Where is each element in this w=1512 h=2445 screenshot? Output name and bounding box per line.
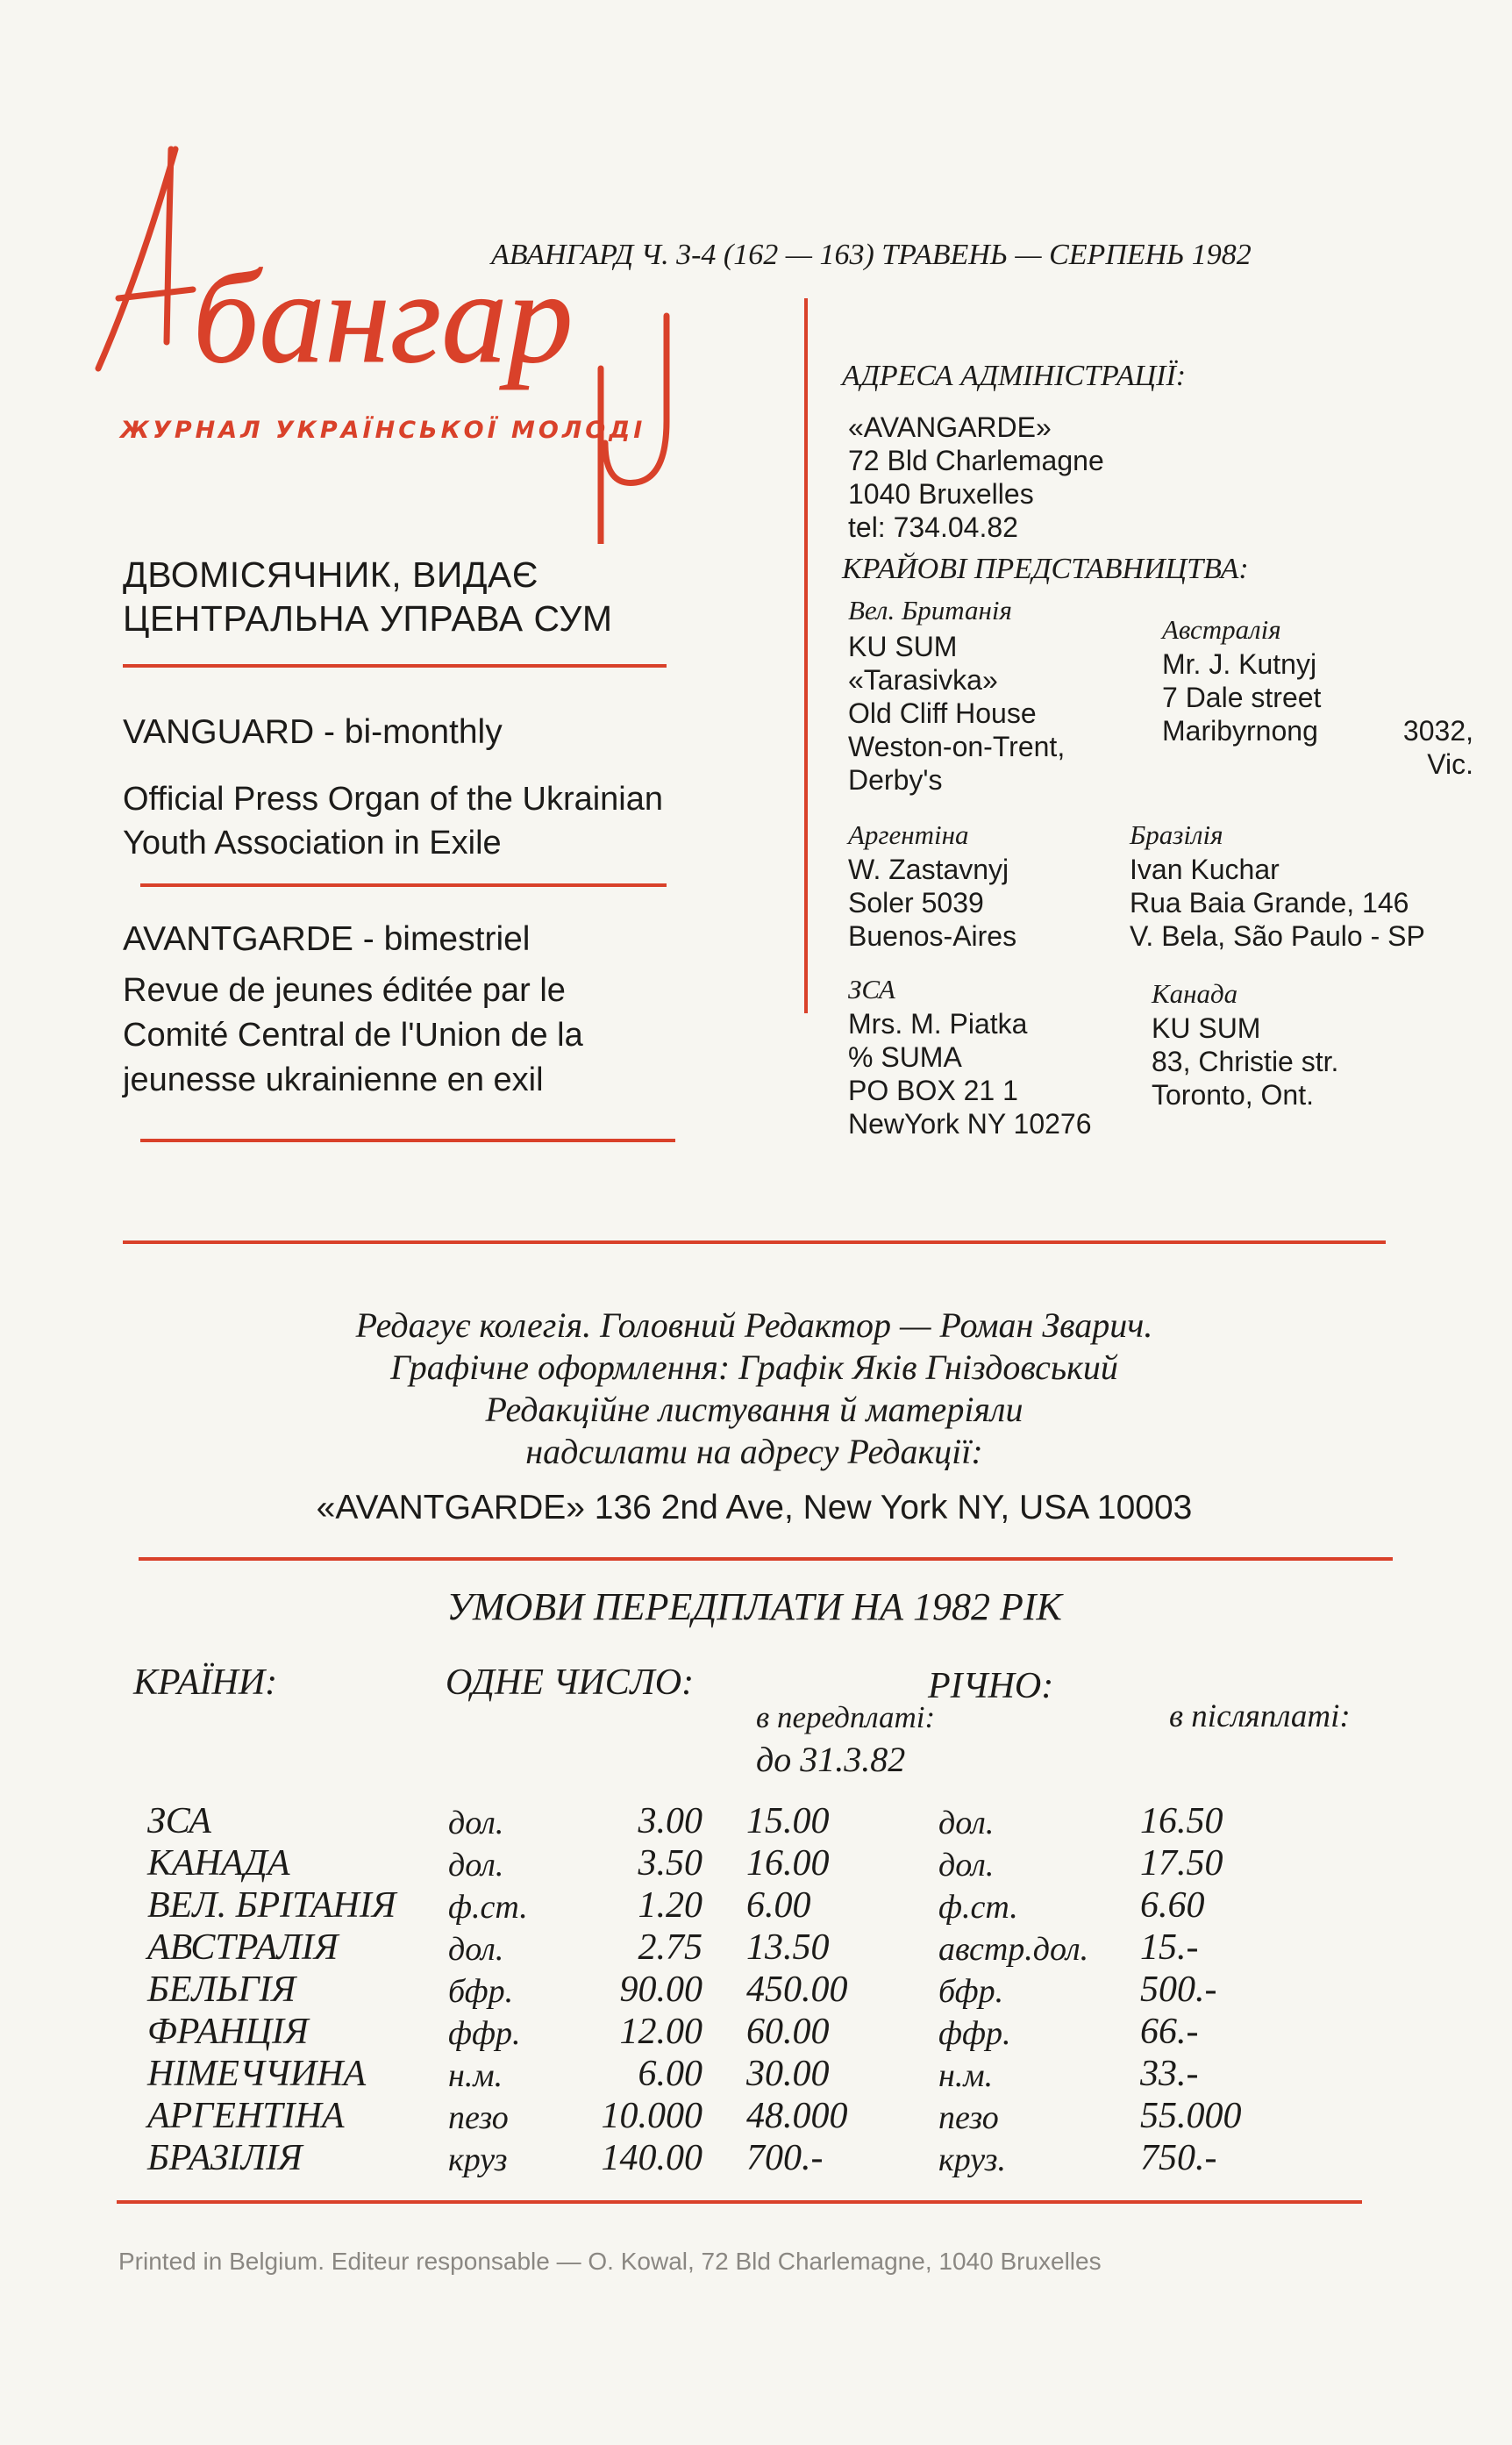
table-row xyxy=(147,1927,1316,1969)
footer-imprint: Printed in Belgium. Editeur responsable — O. Kowal, 72 Bld Charlemagne, 1040 Bruxelles xyxy=(118,2248,1102,2275)
row-unit: дол. xyxy=(448,1805,504,1841)
col-header-single: ОДНЕ ЧИСЛО: xyxy=(446,1662,695,1703)
row-unit: бфр. xyxy=(448,1973,514,2010)
rep-ar-country: Аргентіна xyxy=(848,819,969,850)
row-post: 15.- xyxy=(1140,1927,1199,1968)
subscription-title: УМОВИ ПЕРЕДПЛАТИ НА 1982 РІК xyxy=(446,1585,1062,1628)
row-single: 1.20 xyxy=(638,1885,703,1926)
row-country: БЕЛЬГІЯ xyxy=(147,1970,296,2010)
rep-br-line-2: Rua Baia Grande, 146 xyxy=(1130,887,1409,919)
row-unit: н.м. xyxy=(448,2057,503,2094)
row-country: АВСТРАЛІЯ xyxy=(147,1927,339,1968)
rep-br-line-1: Ivan Kuchar xyxy=(1130,854,1280,885)
rep-au-line-2: 7 Dale street xyxy=(1162,682,1322,713)
row-single: 2.75 xyxy=(638,1927,703,1968)
table-row xyxy=(147,2095,1316,2137)
left-column xyxy=(123,553,684,640)
rep-great-britain xyxy=(848,595,1065,797)
col-header-prepay-date: до 31.3.82 xyxy=(756,1740,906,1779)
row-unit: пезо xyxy=(448,2099,509,2136)
row-unit-post: бфр. xyxy=(938,1973,1004,2010)
rep-br-country: Бразілія xyxy=(1130,819,1223,850)
editorial-line-3: Редакційне листування й матеріяли xyxy=(485,1390,1023,1429)
row-annual: 16.00 xyxy=(746,1843,830,1884)
row-annual: 48.000 xyxy=(746,2096,848,2136)
row-country: КАНАДА xyxy=(147,1843,290,1884)
rep-ca-line-3: Toronto, Ont. xyxy=(1152,1079,1314,1111)
row-post: 750.- xyxy=(1140,2138,1217,2178)
row-country: ФРАНЦІЯ xyxy=(147,2012,309,2052)
row-unit-post: круз. xyxy=(938,2141,1006,2178)
row-single: 12.00 xyxy=(619,2012,703,2052)
fr-title: AVANTGARDE - bimestriel xyxy=(123,920,531,958)
rep-gb-line-5: Derby's xyxy=(848,764,943,796)
admin-address xyxy=(848,411,1104,544)
row-post: 33.- xyxy=(1140,2054,1199,2094)
admin-line-2: 72 Bld Charlemagne xyxy=(848,445,1104,476)
admin-heading: АДРЕСА АДМІНІСТРАЦІЇ: xyxy=(842,360,1187,392)
row-annual: 6.00 xyxy=(746,1885,811,1926)
divider-left-2 xyxy=(140,883,667,887)
col-header-annual: РІЧНО: xyxy=(928,1666,1054,1706)
row-single: 3.00 xyxy=(638,1801,703,1841)
editorial-line-1: Редагує колегія. Головний Редактор — Роман Зварич. xyxy=(355,1305,1153,1345)
divider-full-2 xyxy=(139,1557,1393,1561)
rep-au-state: Vic. xyxy=(1427,748,1473,780)
issue-line: АВАНГАРД Ч. 3-4 (162 — 163) ТРАВЕНЬ — СЕРПЕНЬ 1982 xyxy=(491,239,1252,271)
row-post: 6.60 xyxy=(1140,1885,1205,1926)
row-post: 55.000 xyxy=(1140,2096,1242,2136)
row-single: 10.000 xyxy=(601,2096,703,2136)
row-post: 16.50 xyxy=(1140,1801,1223,1841)
en-line-1: Official Press Organ of the Ukrainian xyxy=(123,781,664,818)
table-row xyxy=(147,2011,1316,2053)
col-header-prepay: в передплаті: xyxy=(756,1700,936,1734)
row-country: ЗСА xyxy=(147,1801,211,1841)
rep-au-postcode: 3032, xyxy=(1402,715,1473,747)
row-single: 3.50 xyxy=(638,1843,703,1884)
row-unit: круз xyxy=(448,2141,508,2178)
rep-gb-address xyxy=(848,630,1065,797)
row-unit: дол. xyxy=(448,1931,504,1968)
rep-ca-address xyxy=(1152,1012,1338,1112)
row-single: 90.00 xyxy=(619,1970,703,2010)
rep-ca-line-1: KU SUM xyxy=(1152,1012,1261,1044)
col-header-countries: КРАЇНИ: xyxy=(133,1662,278,1703)
rep-au-address xyxy=(1162,647,1473,781)
uk-line-1: ДВОМІСЯЧНИК, ВИДАЄ xyxy=(123,554,538,595)
rep-gb-line-2: «Tarasivka» xyxy=(848,664,998,696)
row-unit-post: австр.дол. xyxy=(938,1931,1089,1968)
row-post: 66.- xyxy=(1140,2012,1199,2052)
rep-br-line-3: V. Bela, São Paulo - SP xyxy=(1130,920,1425,952)
row-unit-post: н.м. xyxy=(938,2057,994,2094)
fr-line-1: Revue de jeunes éditée par le xyxy=(123,972,566,1009)
rep-us-line-3: PO BOX 21 1 xyxy=(848,1075,1018,1106)
row-unit-post: ф.ст. xyxy=(938,1889,1018,1926)
divider-left-3 xyxy=(140,1139,675,1142)
row-country: ВЕЛ. БРІТАНІЯ xyxy=(147,1885,396,1926)
rep-ar-line-2: Soler 5039 xyxy=(848,887,984,919)
table-row xyxy=(147,1842,1316,1884)
row-country: АРГЕНТІНА xyxy=(147,2096,345,2136)
en-title: VANGUARD - bi-monthly xyxy=(123,713,503,751)
editorial-address: «AVANTGARDE» 136 2nd Ave, New York NY, USA 10003 xyxy=(316,1489,1193,1526)
row-annual: 30.00 xyxy=(746,2054,830,2094)
rep-us-line-2: % SUMA xyxy=(848,1041,962,1073)
rep-us-country: ЗСА xyxy=(848,974,895,1004)
logo xyxy=(88,132,754,544)
row-annual: 450.00 xyxy=(746,1970,848,2010)
row-single: 140.00 xyxy=(601,2138,703,2178)
reps-heading: КРАЙОВІ ПРЕДСТАВНИЦТВА: xyxy=(842,553,1249,585)
rep-argentina xyxy=(848,819,1016,953)
rep-ar-address xyxy=(848,853,1016,953)
subscription-table xyxy=(147,1800,1316,2179)
logo-wordmark xyxy=(88,132,754,544)
row-annual: 13.50 xyxy=(746,1927,830,1968)
row-unit-post: ффр. xyxy=(938,2015,1011,2052)
svg-text:бaнгap: бaнгap xyxy=(193,245,574,390)
divider-left-1 xyxy=(123,664,667,668)
admin-line-4: tel: 734.04.82 xyxy=(848,511,1018,543)
admin-line-1: «AVANGARDE» xyxy=(848,411,1052,443)
english-description xyxy=(123,712,719,865)
rep-gb-line-3: Old Cliff House xyxy=(848,697,1037,729)
row-unit: дол. xyxy=(448,1847,504,1884)
uk-line-2: ЦЕНТРАЛЬНА УПРАВА СУМ xyxy=(123,598,613,639)
rep-ar-line-1: W. Zastavnyj xyxy=(848,854,1009,885)
row-annual: 700.- xyxy=(746,2138,824,2178)
row-country: НІМЕЧЧИНА xyxy=(147,2054,367,2094)
rep-ar-line-3: Buenos-Aires xyxy=(848,920,1017,952)
row-unit: ффр. xyxy=(448,2015,521,2052)
rep-usa xyxy=(848,974,1092,1140)
row-single: 6.00 xyxy=(638,2054,703,2094)
row-unit: ф.ст. xyxy=(448,1889,528,1926)
rep-us-line-4: NewYork NY 10276 xyxy=(848,1108,1092,1140)
divider-full-1 xyxy=(123,1240,1386,1244)
row-country: БРАЗІЛІЯ xyxy=(147,2138,303,2178)
rep-ca-country: Канада xyxy=(1152,978,1238,1009)
admin-line-3: 1040 Bruxelles xyxy=(848,478,1034,510)
divider-full-3 xyxy=(117,2200,1362,2204)
editorial-line-2: Графічне оформлення: Графік Яків Гніздовський xyxy=(390,1348,1118,1387)
row-post: 17.50 xyxy=(1140,1843,1223,1884)
row-annual: 15.00 xyxy=(746,1801,830,1841)
rep-us-address xyxy=(848,1007,1092,1140)
editorial-block xyxy=(123,1305,1386,1473)
table-row xyxy=(147,1884,1316,1927)
row-post: 500.- xyxy=(1140,1970,1217,2010)
rep-gb-line-4: Weston-on-Trent, xyxy=(848,731,1066,762)
table-row xyxy=(147,2137,1316,2179)
row-unit-post: дол. xyxy=(938,1847,995,1884)
column-divider xyxy=(804,298,808,1013)
rep-au-country: Австралія xyxy=(1162,614,1281,645)
logo-subtitle: ЖУРНАЛ УКРАЇНСЬКОЇ МОЛОДІ xyxy=(120,417,646,444)
rep-gb-line-1: KU SUM xyxy=(848,631,958,662)
fr-line-3: jeunesse ukrainienne en exil xyxy=(123,1062,544,1098)
en-line-2: Youth Association in Exile xyxy=(123,825,502,861)
table-row xyxy=(147,2053,1316,2095)
fr-line-2: Comité Central de l'Union de la xyxy=(123,1017,583,1054)
rep-au-line-1: Mr. J. Kutnyj xyxy=(1162,648,1317,680)
rep-ca-line-2: 83, Christie str. xyxy=(1152,1046,1339,1077)
row-unit-post: дол. xyxy=(938,1805,995,1841)
french-description xyxy=(123,919,719,1103)
rep-gb-country: Вел. Британія xyxy=(848,595,1012,626)
rep-brazil xyxy=(1130,819,1425,953)
rep-canada xyxy=(1152,978,1338,1112)
editorial-line-4: надсилати на адресу Редакції: xyxy=(525,1432,983,1471)
col-header-postpay: в післяплаті: xyxy=(1169,1698,1351,1734)
ukrainian-description xyxy=(123,553,684,640)
rep-au-suburb: Maribyrnong xyxy=(1162,715,1318,747)
rep-br-address xyxy=(1130,853,1425,953)
rep-us-line-1: Mrs. M. Piatka xyxy=(848,1008,1028,1040)
row-unit-post: пезо xyxy=(938,2099,999,2136)
table-row xyxy=(147,1800,1316,1842)
row-annual: 60.00 xyxy=(746,2012,830,2052)
rep-au-line-3 xyxy=(1162,714,1473,747)
rep-australia xyxy=(1162,614,1473,781)
table-row xyxy=(147,1969,1316,2011)
